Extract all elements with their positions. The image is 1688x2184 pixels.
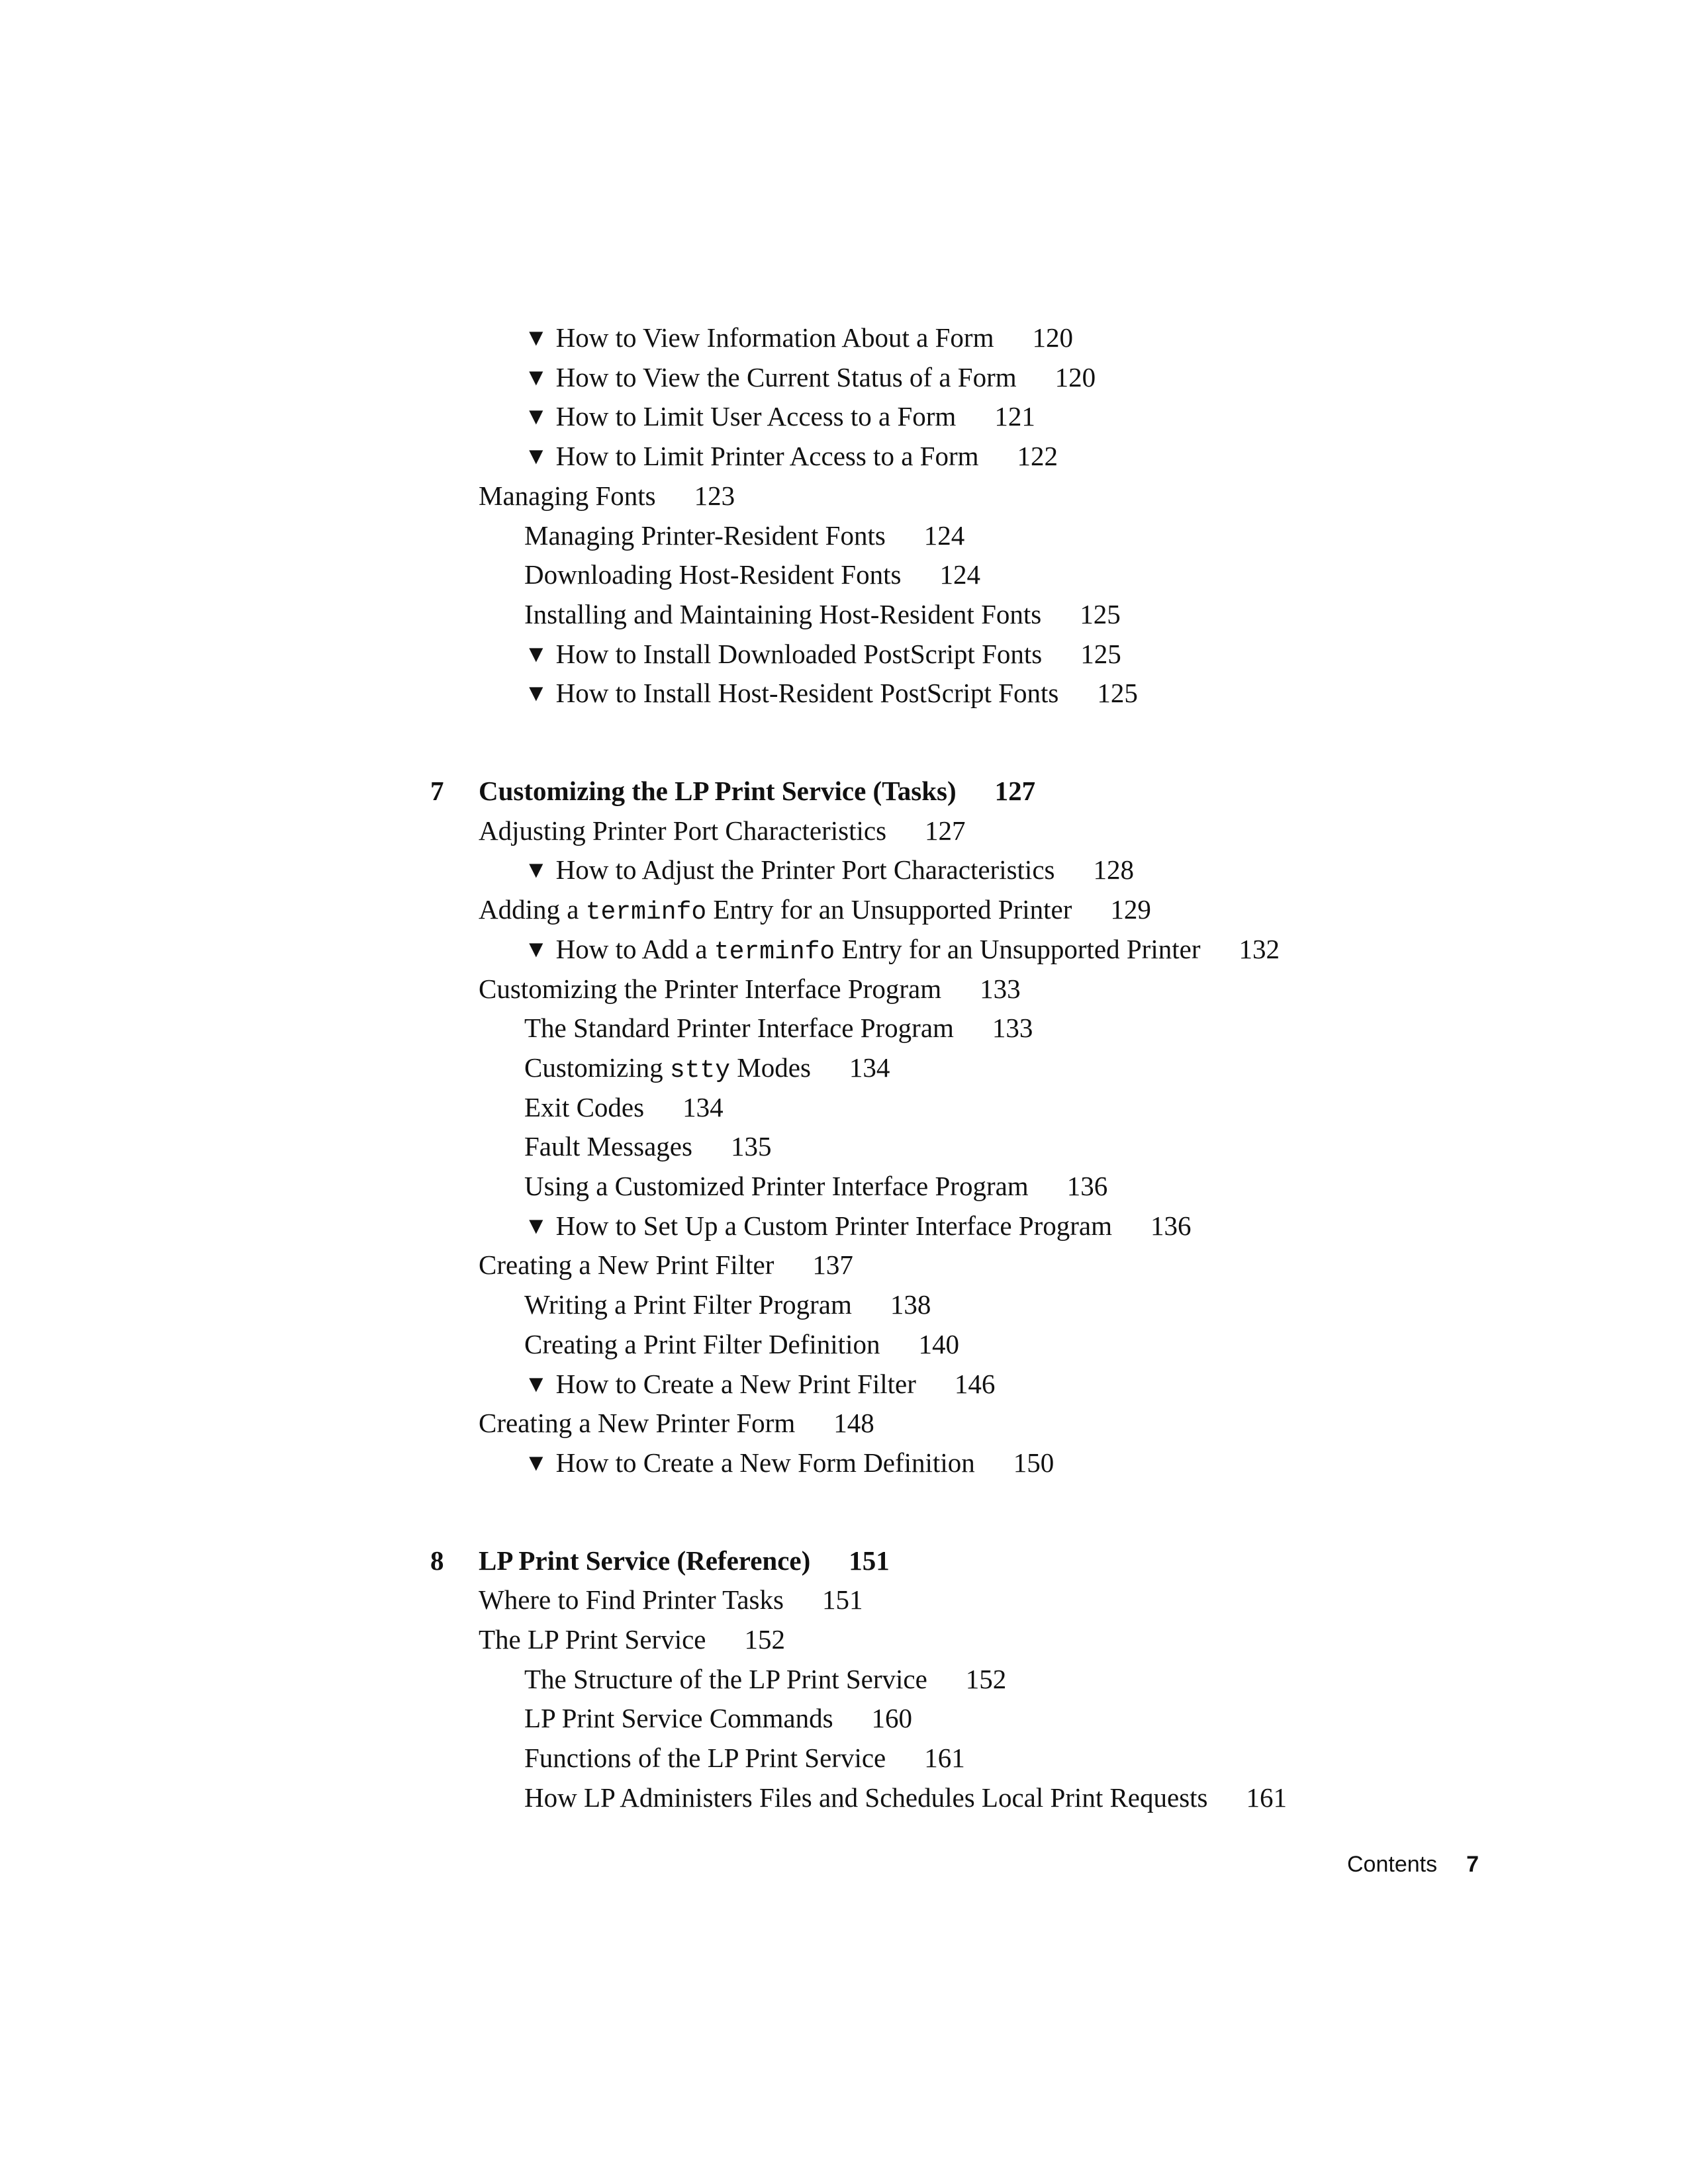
toc-page-number: 148 xyxy=(833,1408,874,1438)
toc-page-number: 128 xyxy=(1093,854,1134,885)
toc-entry-title: Where to Find Printer Tasks xyxy=(479,1584,784,1615)
toc-page-number: 122 xyxy=(1017,441,1058,471)
toc-page-number: 125 xyxy=(1097,678,1138,708)
page-footer xyxy=(1347,1850,1479,1879)
toc-entry[interactable] xyxy=(524,519,964,552)
toc-entry-title: How to Limit User Access to a Form xyxy=(555,401,957,432)
toc-entry-title: The Standard Printer Interface Program xyxy=(524,1013,954,1043)
toc-page-number: 160 xyxy=(871,1703,913,1733)
task-triangle-icon: ▼ xyxy=(524,443,548,469)
toc-entry-title: Downloading Host-Resident Fonts xyxy=(524,559,902,590)
toc-task-entry[interactable] xyxy=(524,1367,995,1400)
toc-page-number: 140 xyxy=(918,1329,959,1359)
toc-entry-title: How to Create a New Print Filter xyxy=(555,1369,916,1399)
task-triangle-icon: ▼ xyxy=(524,364,548,390)
toc-entry[interactable] xyxy=(524,1741,965,1774)
toc-entry[interactable] xyxy=(479,1583,863,1616)
toc-entry[interactable] xyxy=(479,893,1151,926)
toc-chapter-heading[interactable] xyxy=(479,1544,890,1577)
toc-task-entry[interactable] xyxy=(524,1209,1191,1242)
toc-page-number: 123 xyxy=(694,480,735,511)
toc-entry-title: Creating a Print Filter Definition xyxy=(524,1329,880,1359)
toc-entry[interactable] xyxy=(524,1130,771,1163)
toc-entry-title: Entry for an Unsupported Printer xyxy=(835,934,1201,964)
toc-page-number: 161 xyxy=(924,1743,965,1773)
task-triangle-icon: ▼ xyxy=(524,403,548,430)
toc-page-number: 136 xyxy=(1066,1171,1108,1201)
toc-page-number: 133 xyxy=(980,974,1021,1004)
toc-entry[interactable] xyxy=(479,814,966,847)
toc-page-number: 132 xyxy=(1239,934,1280,964)
toc-entry-title: Customizing the LP Print Service (Tasks) xyxy=(479,776,957,806)
toc-entry[interactable] xyxy=(479,1406,874,1439)
toc-entry-title: Installing and Maintaining Host-Resident Fonts xyxy=(524,599,1042,629)
toc-entry-title: How to Adjust the Printer Port Characteristics xyxy=(555,854,1055,885)
toc-task-entry[interactable] xyxy=(524,853,1134,886)
toc-page-number: 124 xyxy=(939,559,980,590)
toc-entry[interactable] xyxy=(479,972,1021,1005)
toc-chapter-heading[interactable] xyxy=(479,774,1035,807)
toc-page-number: 137 xyxy=(812,1250,853,1280)
toc-page-number: 152 xyxy=(744,1624,785,1655)
toc-task-entry[interactable] xyxy=(524,676,1138,709)
toc-page-number: 133 xyxy=(992,1013,1033,1043)
toc-page-number: 120 xyxy=(1032,322,1073,353)
toc-entry-title: Adding a xyxy=(479,894,586,925)
chapter-number: 7 xyxy=(430,776,444,806)
task-triangle-icon: ▼ xyxy=(524,856,548,883)
toc-entry-title: How to Limit Printer Access to a Form xyxy=(555,441,979,471)
toc-entry[interactable] xyxy=(524,1328,959,1361)
toc-task-entry[interactable] xyxy=(524,400,1035,433)
toc-entry[interactable] xyxy=(524,1091,724,1124)
toc-entry-title: How to Set Up a Custom Printer Interface Program xyxy=(555,1210,1112,1241)
toc-entry-title: The LP Print Service xyxy=(479,1624,706,1655)
toc-entry-title: How to View Information About a Form xyxy=(555,322,994,353)
toc-page-number: 136 xyxy=(1150,1210,1192,1241)
toc-entry-title: Modes xyxy=(730,1052,811,1083)
toc-entry-title: LP Print Service Commands xyxy=(524,1703,833,1733)
task-triangle-icon: ▼ xyxy=(524,641,548,667)
toc-page-number: 127 xyxy=(925,815,966,846)
toc-entry-title: Functions of the LP Print Service xyxy=(524,1743,886,1773)
toc-page-number: 152 xyxy=(965,1664,1007,1694)
toc-task-entry[interactable] xyxy=(524,321,1073,354)
toc-entry[interactable] xyxy=(524,1051,890,1084)
toc-entry-title: How to Install Host-Resident PostScript Fonts xyxy=(555,678,1059,708)
toc-page-number: 124 xyxy=(923,520,965,551)
toc-page-number: 127 xyxy=(994,776,1036,806)
toc-page-number: 161 xyxy=(1246,1782,1288,1813)
task-triangle-icon: ▼ xyxy=(524,936,548,962)
toc-entry-title: Managing Fonts xyxy=(479,480,656,511)
toc-entry-code: terminfo xyxy=(585,898,707,927)
toc-entry[interactable] xyxy=(524,1662,1006,1696)
toc-entry-title: Using a Customized Printer Interface Program xyxy=(524,1171,1029,1201)
toc-entry-title: Fault Messages xyxy=(524,1131,692,1161)
toc-entry-title: How to Create a New Form Definition xyxy=(555,1447,975,1478)
toc-entry[interactable] xyxy=(524,1781,1287,1814)
toc-page-number: 125 xyxy=(1080,639,1121,669)
toc-page-number: 134 xyxy=(682,1092,724,1122)
task-triangle-icon: ▼ xyxy=(524,1449,548,1476)
toc-page-number: 151 xyxy=(849,1545,890,1576)
toc-entry[interactable] xyxy=(524,598,1121,631)
footer-label: Contents xyxy=(1347,1852,1438,1877)
toc-entry-title: The Structure of the LP Print Service xyxy=(524,1664,927,1694)
toc-page-number: 151 xyxy=(821,1584,863,1615)
toc-entry-code: stty xyxy=(669,1056,731,1085)
toc-entry[interactable] xyxy=(524,558,980,591)
toc-entry-title: Customizing the Printer Interface Program xyxy=(479,974,942,1004)
task-triangle-icon: ▼ xyxy=(524,1212,548,1239)
toc-entry[interactable] xyxy=(479,1623,785,1656)
toc-entry-title: LP Print Service (Reference) xyxy=(479,1545,811,1576)
task-triangle-icon: ▼ xyxy=(524,1371,548,1397)
toc-page-number: 129 xyxy=(1110,894,1151,925)
toc-entry-title: Creating a New Print Filter xyxy=(479,1250,774,1280)
toc-entry[interactable] xyxy=(479,479,735,512)
toc-entry-title: Customizing xyxy=(524,1052,670,1083)
toc-page-number: 138 xyxy=(890,1289,931,1320)
toc-entry-title: How to View the Current Status of a Form xyxy=(555,362,1017,392)
toc-task-entry[interactable] xyxy=(524,637,1121,670)
toc-task-entry[interactable] xyxy=(524,439,1058,473)
toc-entry-title: How LP Administers Files and Schedules Local Print Requests xyxy=(524,1782,1208,1813)
toc-task-entry[interactable] xyxy=(524,933,1280,966)
toc-page-number: 135 xyxy=(730,1131,772,1161)
task-triangle-icon: ▼ xyxy=(524,324,548,351)
toc-page-number: 134 xyxy=(849,1052,890,1083)
toc-page-number: 150 xyxy=(1013,1447,1055,1478)
toc-entry-code: terminfo xyxy=(714,938,835,966)
toc-entry[interactable] xyxy=(524,1702,912,1735)
toc-entry[interactable] xyxy=(479,1248,853,1281)
footer-page-number: 7 xyxy=(1466,1852,1479,1877)
toc-page-number: 121 xyxy=(994,401,1035,432)
toc-task-entry[interactable] xyxy=(524,361,1096,394)
toc-entry[interactable] xyxy=(524,1169,1107,1203)
toc-entry-title: Adjusting Printer Port Characteristics xyxy=(479,815,887,846)
toc-entry-title: Managing Printer-Resident Fonts xyxy=(524,520,886,551)
toc-entry-title: How to Add a xyxy=(555,934,714,964)
toc-page-number: 125 xyxy=(1080,599,1121,629)
toc-page-number: 146 xyxy=(954,1369,996,1399)
toc-entry-title: Entry for an Unsupported Printer xyxy=(706,894,1072,925)
toc-entry-title: Writing a Print Filter Program xyxy=(524,1289,852,1320)
toc-entry-title: Exit Codes xyxy=(524,1092,645,1122)
toc-page-number: 120 xyxy=(1055,362,1096,392)
toc-entry[interactable] xyxy=(524,1011,1033,1044)
toc-entry-title: How to Install Downloaded PostScript Fonts xyxy=(555,639,1043,669)
toc-task-entry[interactable] xyxy=(524,1446,1054,1479)
toc-entry[interactable] xyxy=(524,1288,931,1321)
task-triangle-icon: ▼ xyxy=(524,680,548,706)
chapter-number: 8 xyxy=(430,1545,444,1576)
toc-entry-title: Creating a New Printer Form xyxy=(479,1408,796,1438)
